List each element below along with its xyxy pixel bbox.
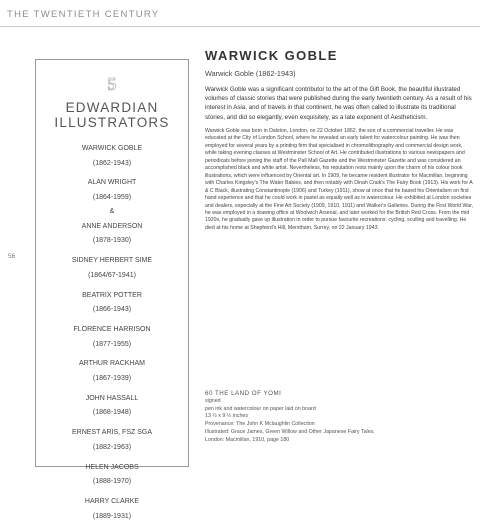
illustrator-entry-line: (1882-1963) <box>92 443 132 451</box>
running-head: THE TWENTIETH CENTURY <box>7 9 160 20</box>
article <box>205 48 473 238</box>
chapter-contents-box <box>35 59 189 520</box>
caption-title: 60 THE LAND OF YOMI <box>205 390 282 397</box>
article-subheading: Warwick Goble (1862-1943) <box>205 69 296 78</box>
illustrator-entry-line: (1868-1948) <box>92 409 132 417</box>
illustrator-entry <box>36 142 188 171</box>
article-body: Warwick Goble was born in Dalston, London, on 22 October 1862, the son of a commercial traveller. He was educated at the City of London School, where he revealed an early talent for watercolour painting. He was then employed for several years by a printing firm that specialised in chromolithography and commercial design work, while taking evening classes at Westminster School of Art. He contributed illustrations to various newspapers and periodicals before joining the staff of the Pall Mall Gazette and the Westminster Gazette and was considered an accomplished black and white artist. Nevertheless, his reputation rests mainly upon the charm of his colour book illustrations, which were influenced by Oriental art. In 1909, he became resident illustrator for Macmillan, beginning with Charles Kingsley's The Water Babies, and then notably with Dinah Craik's The Fairy Book (1913). His work for A & C Black, illustrating Constantinople (1906) and Turkey (1911), show at once that he based his Orientalism on first hand experience and that he could work in pastel as equally well as in watercolour. He exhibited at London societies and dealers, especially at the Fine Art Society (1909, 1910, 1911) and Walker's Galleries. During the First World War, he was employed in a drawing office at Woolwich Arsenal, and later worked for the British Red Cross. From the mid 1920s, he gradually gave up illustration in order to pursue favourite recreations: cycling, sculling and travelling. He died at his home at Shepherd's Hill, Merstham, Surrey, on 22 January 1943. <box>205 128 473 231</box>
caption-line: pen ink and watercolour on paper laid on board <box>205 405 316 412</box>
illustrator-entry-line: WARWICK GOBLE <box>81 145 143 152</box>
illustrator-entry <box>36 254 188 283</box>
illustrator-entry-line: (1878-1930) <box>92 237 132 245</box>
illustrator-entry <box>36 392 188 421</box>
illustrator-entry-line: ALAN WRIGHT <box>87 179 137 187</box>
chapter-number: 5 <box>107 74 117 94</box>
illustrator-entry-line: FLORENCE HARRISON <box>73 326 151 334</box>
article-heading: WARWICK GOBLE <box>205 48 338 63</box>
caption-line: Provenance: The John K Mclaughlin Collection <box>205 421 315 428</box>
artwork-caption <box>205 390 473 445</box>
illustrator-entry <box>36 357 188 386</box>
article-intro: Warwick Goble was a significant contributor to the art of the Gift Book, the beautiful illustrated volumes of classic stories that were published during the early twentieth century. As a result of his interest in Asia, and of travels in that continent, he was often called to illustrate its traditional stories, and did so elegantly, even exquisitely, as a late exponent of Aestheticism. <box>205 86 472 121</box>
illustrator-entry-line: (1888-1970) <box>92 478 132 486</box>
chapter-title <box>36 100 188 130</box>
illustrator-entry <box>36 495 188 524</box>
illustrator-entry <box>36 461 188 490</box>
illustrator-entry-line: (1877-1955) <box>92 340 132 348</box>
header-rule <box>0 26 480 27</box>
illustrator-entry-line: HARRY CLARKE <box>84 498 140 506</box>
illustrator-entry-line: SIDNEY HERBERT SIME <box>71 257 153 265</box>
illustrator-entry-line: (1862-1943) <box>92 159 132 167</box>
illustrator-entry <box>36 289 188 318</box>
page-number: 56 <box>8 253 16 260</box>
illustrator-entry <box>36 426 188 455</box>
caption-line: signed <box>205 397 221 404</box>
illustrator-entry-line: ERNEST ARIS, FSZ SGA <box>71 429 152 437</box>
illustrator-entry-line: & <box>109 208 115 216</box>
caption-line: Illustrated: Grace James, Green Willow and Other Japanese Fairy Tales, <box>205 428 375 435</box>
caption-line: London: Macmillan, 1910, page 180 <box>205 436 290 443</box>
caption-line: 13 ½ x 9 ½ inches <box>205 413 248 420</box>
illustrator-entry-line: (1867-1939) <box>92 374 132 382</box>
illustrator-entry-line: BEATRIX POTTER <box>82 291 142 299</box>
illustrator-entry-line: (1864/67-1941) <box>88 271 136 279</box>
illustrator-entry-line: ARTHUR RACKHAM <box>79 360 145 368</box>
illustrator-entry-line: JOHN HASSALL <box>85 394 139 402</box>
illustrator-entry-line: ANNE ANDERSON <box>81 222 143 230</box>
illustrator-entry-line: HELEN JACOBS <box>85 463 139 471</box>
chapter-title-line: ILLUSTRATORS <box>54 115 170 130</box>
illustrator-entry-line: (1866-1943) <box>92 306 132 314</box>
illustrator-entry <box>36 176 188 249</box>
illustrator-list <box>36 142 188 524</box>
illustrator-entry-line: (1889-1931) <box>92 512 132 520</box>
illustrator-entry <box>36 323 188 352</box>
chapter-title-line: EDWARDIAN <box>65 100 159 115</box>
illustrator-entry-line: (1864-1959) <box>92 193 132 201</box>
